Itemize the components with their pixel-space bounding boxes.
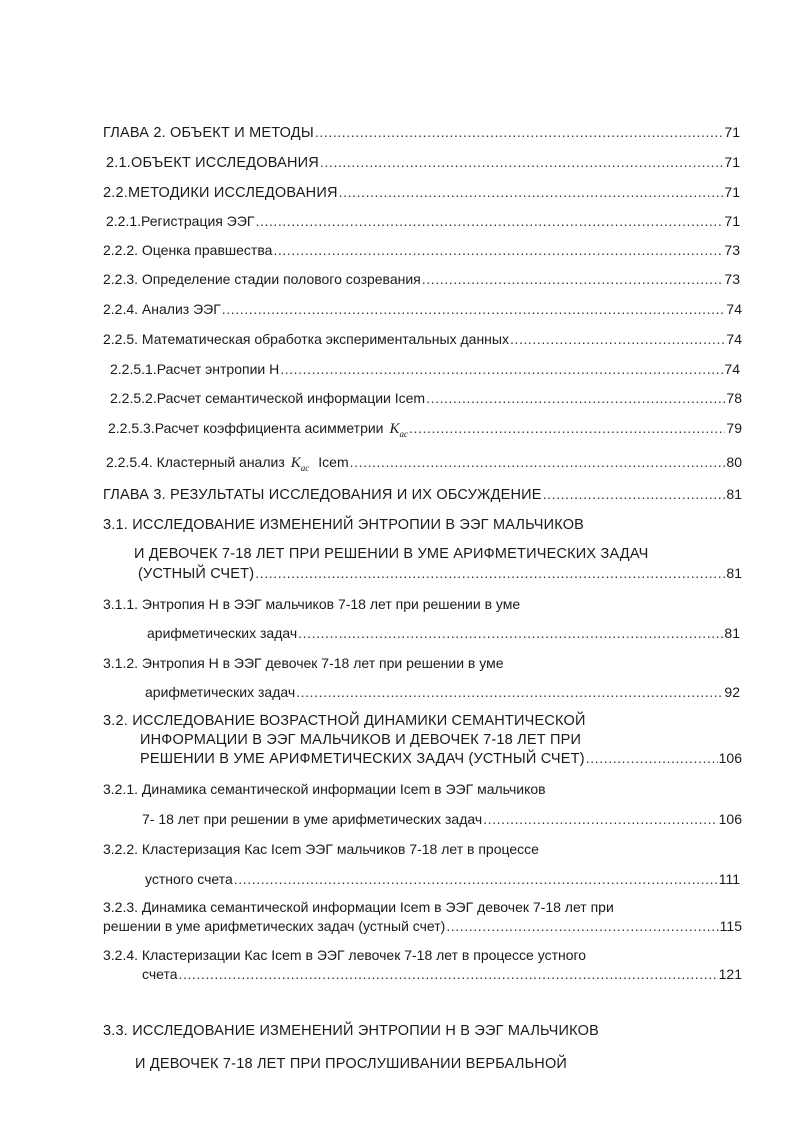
toc-entry-text: 2.2.4. Анализ ЭЭГ	[103, 301, 221, 317]
toc-entry-text: 2.2.3. Определение стадии полового созревания	[103, 271, 421, 287]
toc-entry	[103, 301, 742, 318]
toc-entry-page: 121	[718, 966, 742, 982]
toc-entry	[138, 565, 742, 583]
toc-leader-dots	[586, 750, 718, 767]
toc-leader-dots	[234, 871, 718, 888]
toc-entry	[140, 750, 742, 768]
toc-entry-heading	[103, 516, 793, 534]
toc-entry-text: 3.1.2. Энтропия Н в ЭЭГ девочек 7-18 лет при решении в уме	[103, 655, 504, 671]
toc-entry-continuation	[135, 1055, 793, 1073]
toc-leader-dots	[422, 271, 724, 288]
toc-entry-text: 2.2.5.2.Расчет семантической информации Icem	[110, 390, 426, 406]
toc-leader-dots	[222, 301, 726, 318]
toc-entry-text: 2.2.1.Регистрация ЭЭГ	[106, 213, 255, 229]
toc-entry	[103, 331, 742, 348]
toc-leader-dots	[426, 390, 725, 407]
toc-leader-dots	[273, 242, 723, 259]
toc-entry-text: 3.3. ИССЛЕДОВАНИЕ ИЗМЕНЕНИЙ ЭНТРОПИИ Н В ЭЭГ МАЛЬЧИКОВ	[103, 1023, 599, 1039]
toc-leader-dots	[409, 420, 725, 437]
kac-symbol	[390, 421, 409, 443]
toc-entry-text: ГЛАВА 3. РЕЗУЛЬТАТЫ ИССЛЕДОВАНИЯ И ИХ ОБСУЖДЕНИЕ	[103, 487, 542, 503]
toc-entry-page: 71	[724, 184, 740, 200]
toc-entry-heading	[103, 712, 793, 730]
toc-entry-heading	[103, 841, 793, 858]
toc-entry-text: 3.2.3. Динамика семантической информации Icem в ЭЭГ девочек 7-18 лет при	[103, 899, 614, 915]
toc-entry-page: 71	[724, 213, 740, 229]
toc-entry	[108, 420, 742, 443]
toc-entry-text: арифметических задач	[145, 684, 296, 700]
toc-leader-dots	[280, 361, 723, 378]
toc-entry	[103, 184, 740, 202]
toc-leader-dots	[255, 565, 725, 582]
toc-entry-page: 74	[726, 301, 742, 317]
toc-entry	[106, 154, 740, 172]
toc-entry-text: 2.2.5. Математическая обработка экспериментальных данных	[103, 331, 509, 347]
toc-entry-heading	[103, 596, 793, 613]
toc-leader-dots	[339, 184, 724, 201]
toc-entry-page: 73	[724, 271, 740, 287]
toc-entry-text: 2.2.5.1.Расчет энтропии Н	[110, 361, 280, 377]
toc-entry-page: 78	[726, 390, 742, 406]
toc-entry-text: 3.1. ИССЛЕДОВАНИЕ ИЗМЕНЕНИЙ ЭНТРОПИИ В ЭЭГ МАЛЬЧИКОВ	[103, 517, 585, 533]
toc-entry-text: 2.2.МЕТОДИКИ ИССЛЕДОВАНИЯ	[103, 185, 338, 201]
toc-entry	[106, 454, 742, 477]
toc-entry	[142, 966, 742, 983]
toc-entry-text: 3.1.1. Энтропия Н в ЭЭГ мальчиков 7-18 лет при решении в уме	[103, 596, 521, 612]
toc-entry-text: 7- 18 лет при решении в уме арифметических задач	[142, 811, 483, 827]
toc-entry-text: ГЛАВА 2. ОБЪЕКТ И МЕТОДЫ	[103, 125, 314, 141]
toc-entry-heading	[103, 781, 793, 798]
toc-entry-text: 2.2.5.4. Кластерный анализ	[106, 454, 285, 470]
toc-leader-dots	[320, 154, 723, 171]
toc-leader-dots	[298, 625, 723, 642]
toc-leader-dots	[255, 213, 723, 230]
toc-entry-text: арифметических задач	[147, 625, 298, 641]
toc-entry-page: 71	[724, 154, 740, 170]
toc-entry	[103, 271, 740, 288]
toc-entry-heading	[103, 1022, 793, 1040]
kac-subscript: ac	[399, 429, 409, 439]
toc-entry-heading	[103, 947, 793, 964]
toc-leader-dots	[315, 124, 724, 141]
toc-entry-text: РЕШЕНИИ В УМЕ АРИФМЕТИЧЕСКИХ ЗАДАЧ (УСТНЫЙ СЧЕТ)	[140, 751, 585, 767]
toc-entry	[145, 871, 740, 888]
toc-entry-text: 3.2.2. Кластеризация Кас Icem ЭЭГ мальчиков 7-18 лет в процессе	[103, 841, 539, 857]
toc-entry-page: 111	[718, 871, 740, 887]
toc-entry-text: 3.2.1. Динамика семантической информации Icem в ЭЭГ мальчиков	[103, 781, 546, 797]
toc-entry-continuation	[140, 731, 793, 749]
toc-entry	[110, 361, 740, 378]
toc-entry-text: 3.2.4. Кластеризации Кас Icem в ЭЭГ левочек 7-18 лет в процессе устного	[103, 947, 587, 963]
kac-letter: K	[389, 421, 400, 437]
toc-entry	[103, 242, 740, 259]
toc-entry-text-after: Icem	[318, 454, 349, 470]
kac-symbol	[291, 455, 310, 477]
toc-entry-page: 74	[724, 361, 740, 377]
toc-leader-dots	[483, 811, 717, 828]
toc-entry-page: 115	[719, 918, 742, 934]
toc-leader-dots	[296, 684, 723, 701]
toc-entry-heading	[103, 899, 793, 916]
toc-entry	[142, 811, 742, 828]
toc-entry-page: 71	[724, 124, 740, 140]
toc-entry-page: 81	[726, 486, 742, 502]
toc-entry-heading	[103, 655, 793, 672]
toc-entry	[106, 213, 740, 230]
toc-leader-dots	[510, 331, 725, 348]
toc-entry-page: 106	[718, 750, 742, 766]
toc-entry-page: 92	[724, 684, 740, 700]
toc-leader-dots	[446, 918, 718, 935]
toc-entry-text: 3.2. ИССЛЕДОВАНИЕ ВОЗРАСТНОЙ ДИНАМИКИ СЕМАНТИЧЕСКОЙ	[103, 713, 586, 729]
toc-entry-text: 2.2.2. Оценка правшества	[103, 242, 273, 258]
toc-leader-dots	[350, 454, 726, 471]
toc-entry	[147, 625, 740, 642]
kac-subscript: ac	[300, 463, 310, 473]
toc-entry-page: 106	[718, 811, 742, 827]
toc-entry-text: (УСТНЫЙ СЧЕТ)	[138, 566, 255, 582]
toc-entry-text: счета	[142, 966, 178, 982]
toc-entry-text: И ДЕВОЧЕК 7-18 ЛЕТ ПРИ РЕШЕНИИ В УМЕ АРИФМЕТИЧЕСКИХ ЗАДАЧ	[134, 546, 649, 562]
toc-entry-text: 2.1.ОБЪЕКТ ИССЛЕДОВАНИЯ	[106, 155, 319, 171]
toc-entry-page: 73	[724, 242, 740, 258]
toc-entry	[103, 124, 740, 142]
toc-entry	[103, 486, 742, 504]
toc-entry	[145, 684, 740, 701]
toc-entry-text: устного счета	[145, 871, 233, 887]
toc-entry-page: 81	[724, 625, 740, 641]
toc-entry-continuation	[134, 545, 793, 563]
toc-entry-text: 2.2.5.3.Расчет коэффициента асимметрии	[108, 420, 384, 436]
toc-entry	[103, 918, 742, 935]
toc-leader-dots	[543, 486, 726, 503]
toc-entry-page: 79	[726, 420, 742, 436]
toc-entry-page: 81	[726, 565, 742, 581]
toc-entry-page: 80	[726, 454, 742, 470]
toc-entry	[110, 390, 742, 407]
toc-entry-text: решении в уме арифметических задач (устный счет)	[103, 918, 446, 934]
toc-entry-text: И ДЕВОЧЕК 7-18 ЛЕТ ПРИ ПРОСЛУШИВАНИИ ВЕРБАЛЬНОЙ	[135, 1056, 568, 1072]
kac-letter: K	[290, 455, 301, 471]
toc-entry-page: 74	[726, 331, 742, 347]
toc-leader-dots	[179, 966, 718, 983]
toc-entry-text: ИНФОРМАЦИИ В ЭЭГ МАЛЬЧИКОВ И ДЕВОЧЕК 7-18 ЛЕТ ПРИ	[140, 732, 582, 748]
